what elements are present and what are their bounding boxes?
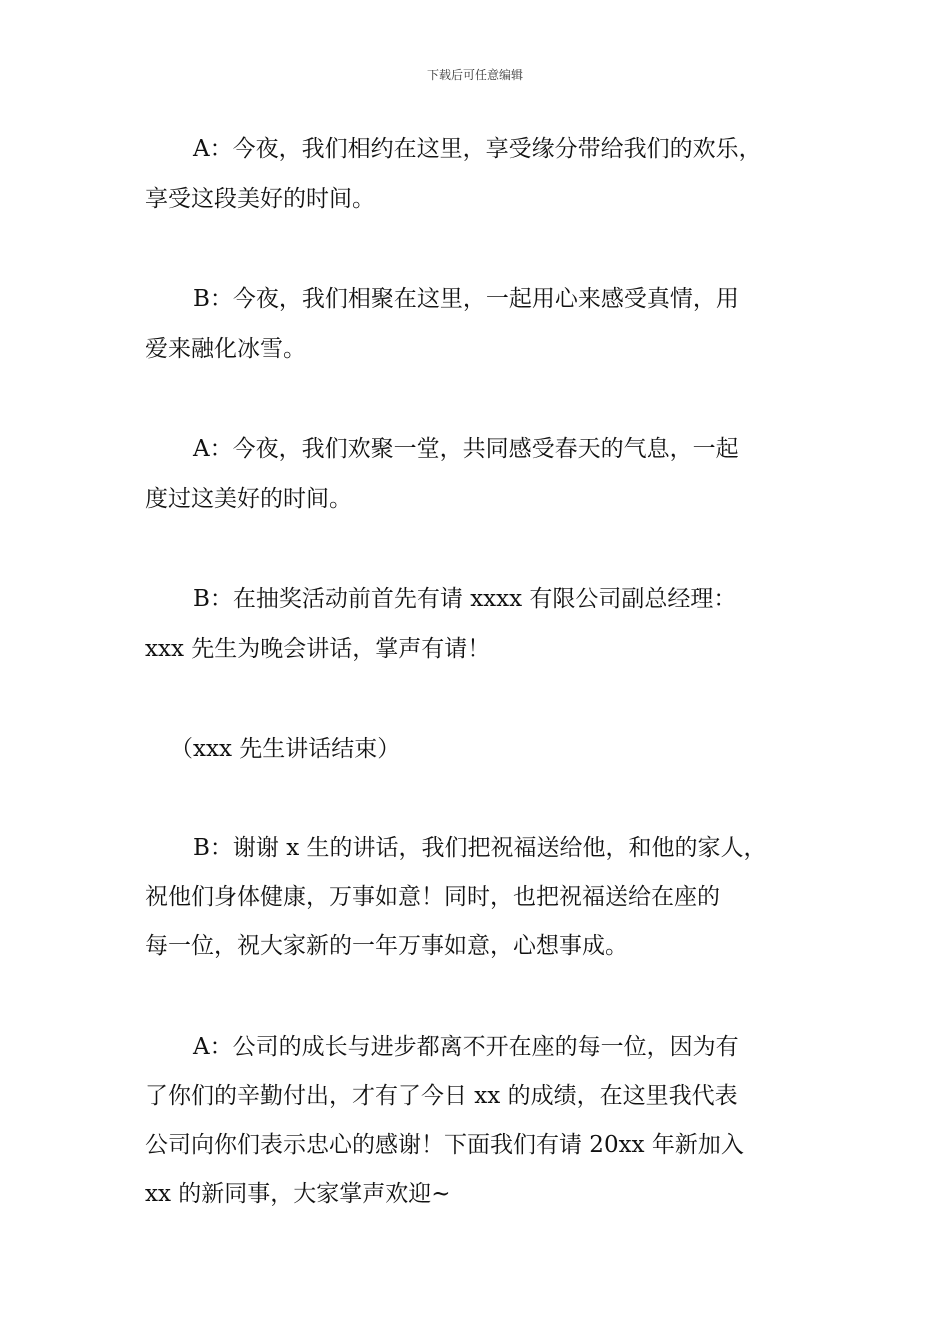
paragraph-1-line-2: 享受这段美好的时间。 [145, 186, 375, 212]
paragraph-4-line-1: B：在抽奖活动前首先有请 xxxx 有限公司副总经理： [193, 586, 737, 612]
paragraph-4-line-2: xxx 先生为晚会讲话，掌声有请！ [145, 636, 491, 662]
paragraph-6-line-1: B：谢谢 x 生的讲话，我们把祝福送给他，和他的家人， [193, 835, 767, 861]
paragraph-2-line-2: 爱来融化冰雪。 [145, 336, 306, 362]
paragraph-3-line-1: A：今夜，我们欢聚一堂，共同感受春天的气息，一起 [193, 436, 739, 462]
page-header-note: 下载后可任意编辑 [426, 68, 523, 82]
paragraph-3-line-2: 度过这美好的时间。 [145, 486, 352, 512]
paragraph-7-line-4: xx 的新同事，大家掌声欢迎~ [145, 1181, 451, 1207]
paragraph-7-line-3: 公司向你们表示忠心的感谢！下面我们有请 20xx 年新加入 [145, 1132, 744, 1158]
paragraph-2-line-1: B：今夜，我们相聚在这里，一起用心来感受真情，用 [193, 286, 739, 312]
paragraph-7-line-1: A：公司的成长与进步都离不开在座的每一位，因为有 [193, 1034, 739, 1060]
paragraph-6-line-3: 每一位，祝大家新的一年万事如意，心想事成。 [145, 933, 628, 959]
paragraph-5-line-1: （xxx 先生讲话结束） [170, 736, 401, 762]
paragraph-7-line-2: 了你们的辛勤付出，才有了今日 xx 的成绩，在这里我代表 [145, 1083, 738, 1109]
paragraph-6-line-2: 祝他们身体健康，万事如意！同时，也把祝福送给在座的 [145, 884, 720, 910]
paragraph-1-line-1: A：今夜，我们相约在这里，享受缘分带给我们的欢乐， [193, 136, 762, 162]
